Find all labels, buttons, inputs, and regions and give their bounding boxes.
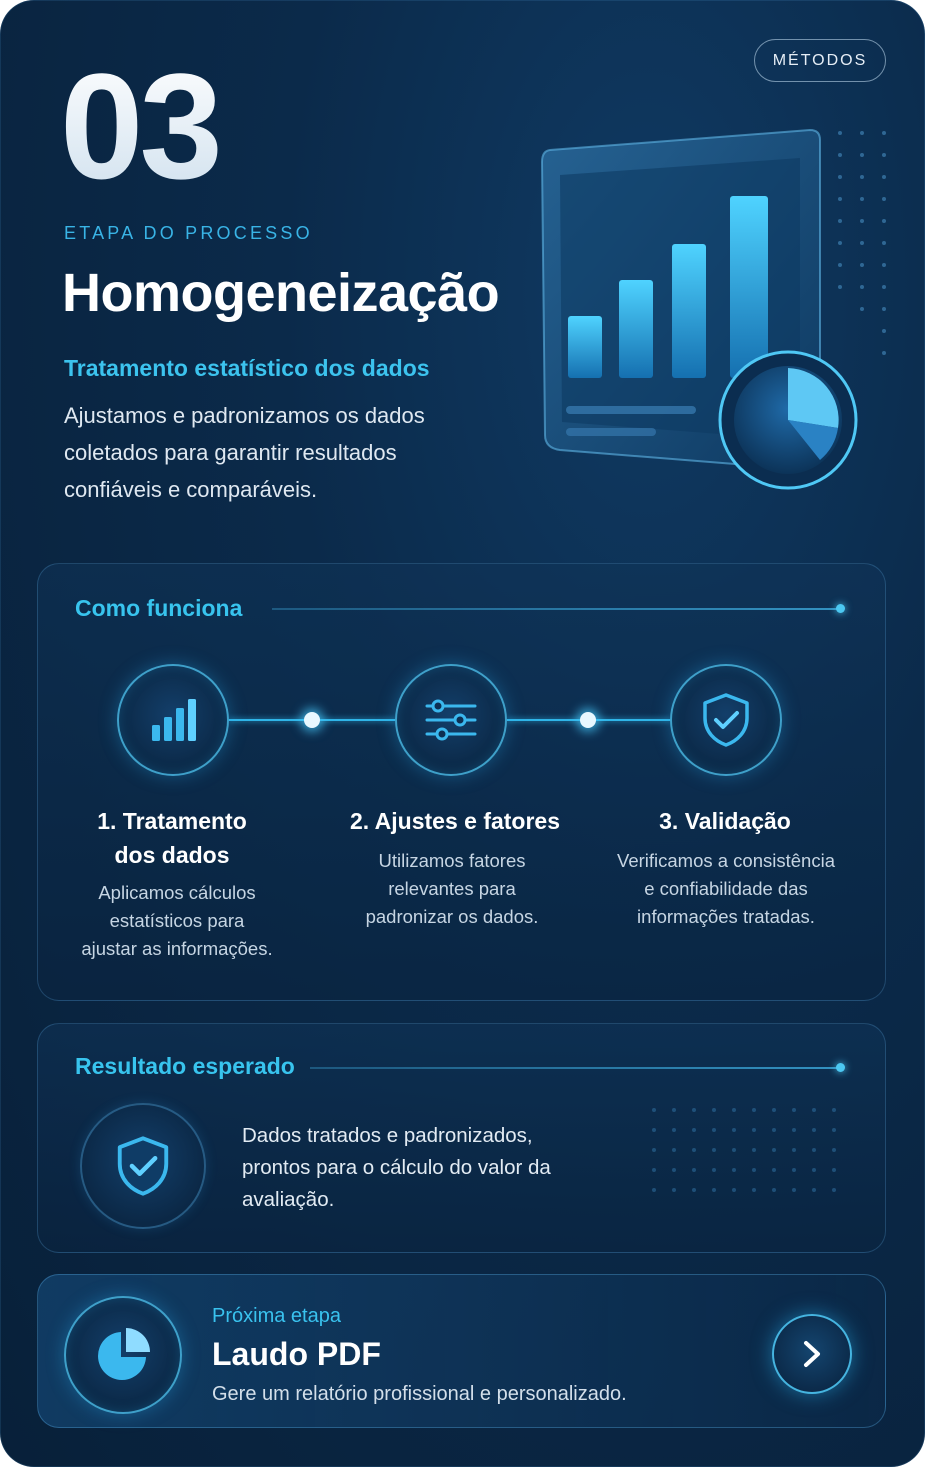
step-3-desc-line: e confiabilidade das [644,878,808,899]
expected-result-text: Dados tratados e padronizados, prontos para o cálculo do valor da avaliação. [242,1124,551,1211]
step-3-desc-line: informações tratadas. [637,906,815,927]
shield-check-icon [114,1135,172,1197]
eyebrow-label: ETAPA DO PROCESSO [64,223,313,243]
step-3-desc-line: Verificamos a consistência [617,850,835,871]
step-1-title-line2: dos dados [114,842,230,868]
step-1-icon-circle [117,664,229,776]
step-2-desc-line: Utilizamos fatores [378,850,526,871]
step-3-description [585,847,867,931]
next-step-icon-circle [64,1296,182,1414]
step-1-desc-line: estatísticos para [109,910,245,931]
step-number: 03 [60,42,219,210]
section-divider [272,608,838,610]
step-1-desc-line: ajustar as informações. [81,938,273,959]
step-3-title: 3. Validação [659,808,791,834]
divider-dot [836,604,845,613]
step-2-title: 2. Ajustes e fatores [349,808,561,834]
step-1-desc-line: Aplicamos cálculos [98,882,256,903]
connector-node [580,712,596,728]
next-step-description: Gere um relatório profissional e personalizado. [212,1383,627,1405]
step-1-description [47,879,307,963]
step-2-icon-circle [395,664,507,776]
step-1-title [42,804,302,872]
page-description: Ajustamos e padronizamos os dados coletados para garantir resultados confiáveis e comparáveis. [64,403,425,502]
chevron-right-icon [800,1339,824,1369]
connector-node [304,712,320,728]
bar-chart-icon [148,695,198,745]
shield-check-icon [700,692,752,748]
step-2-desc-line: relevantes para [388,878,516,899]
step-3-icon-circle [670,664,782,776]
result-icon-circle [80,1103,206,1229]
how-it-works-title: Como funciona [75,595,243,621]
analytics-illustration [530,120,870,520]
step-1-title-line1: 1. Tratamento [97,808,247,834]
next-step-title: Laudo PDF [212,1336,381,1372]
divider-dot [836,1063,845,1072]
step-2-desc-line: padronizar os dados. [365,906,539,927]
next-step-button[interactable] [772,1314,852,1394]
page-subtitle: Tratamento estatístico dos dados [64,355,430,381]
category-badge: MÉTODOS [754,39,886,82]
step-2-description [322,847,582,931]
next-step-label: Próxima etapa [212,1305,341,1327]
expected-result-title: Resultado esperado [75,1053,295,1079]
section-divider [310,1067,838,1069]
sliders-icon [424,695,478,745]
pie-chart-icon [94,1326,152,1384]
page-title: Homogeneização [62,263,500,323]
